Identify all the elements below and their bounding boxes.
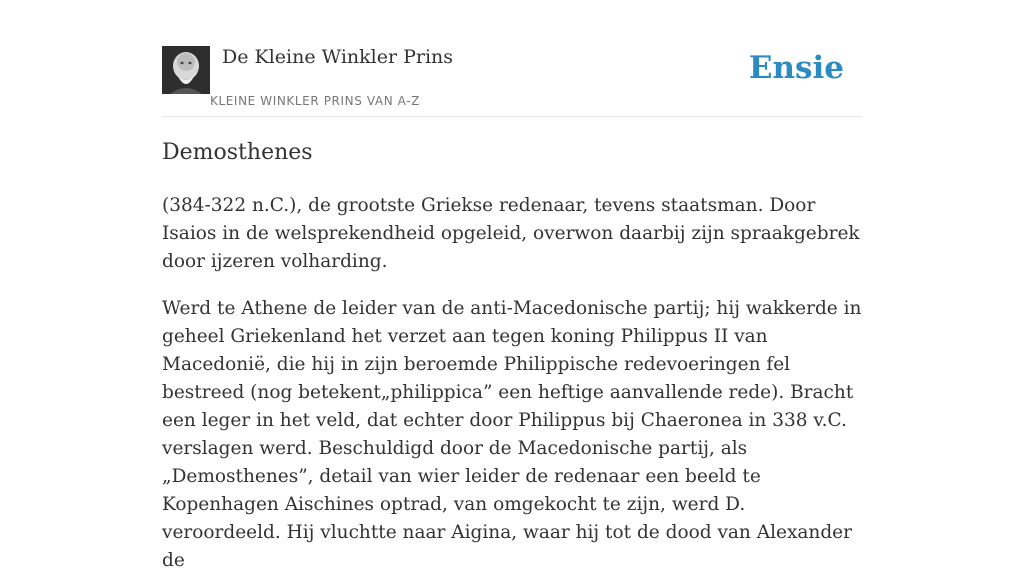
site-title[interactable]: De Kleine Winkler Prins bbox=[222, 46, 454, 68]
site-subtitle[interactable]: KLEINE WINKLER PRINS VAN A-Z bbox=[210, 94, 420, 108]
site-header bbox=[162, 0, 862, 117]
article-paragraph: (384-322 n.C.), de grootste Griekse redenaar, tevens staatsman. Door Isaios in de welsprekendheid opgeleid, overwon daarbij zijn spraakgebrek door ijzeren volharding. bbox=[162, 195, 860, 272]
article-paragraph: Werd te Athene de leider van de anti-Macedonische partij; hij wakkerde in geheel Griekenland het verzet aan tegen koning Philippus II van Macedonië, die hij in zijn beroemde Philippische redevoeringen fel bestreed (nog betekent„philippica” een heftige aanvallende rede). Bracht een leger in het veld, dat echter door Philippus bij Chaeronea in 338 v.C. verslagen werd. Beschuldigd door de Macedonische partij, als „Demosthenes”, detail van wier leider de redenaar een beeld te Kopenhagen Aischines optrad, van omgekocht te zijn, werd D. veroordeeld. Hij vluchtte naar Aigina, waar hij tot de dood van Alexander de bbox=[162, 298, 862, 571]
page-container bbox=[162, 0, 862, 571]
avatar[interactable] bbox=[162, 46, 210, 94]
portrait-image bbox=[162, 46, 210, 94]
brand-logo[interactable]: Ensie bbox=[748, 50, 844, 86]
article-title: Demosthenes bbox=[162, 140, 313, 165]
